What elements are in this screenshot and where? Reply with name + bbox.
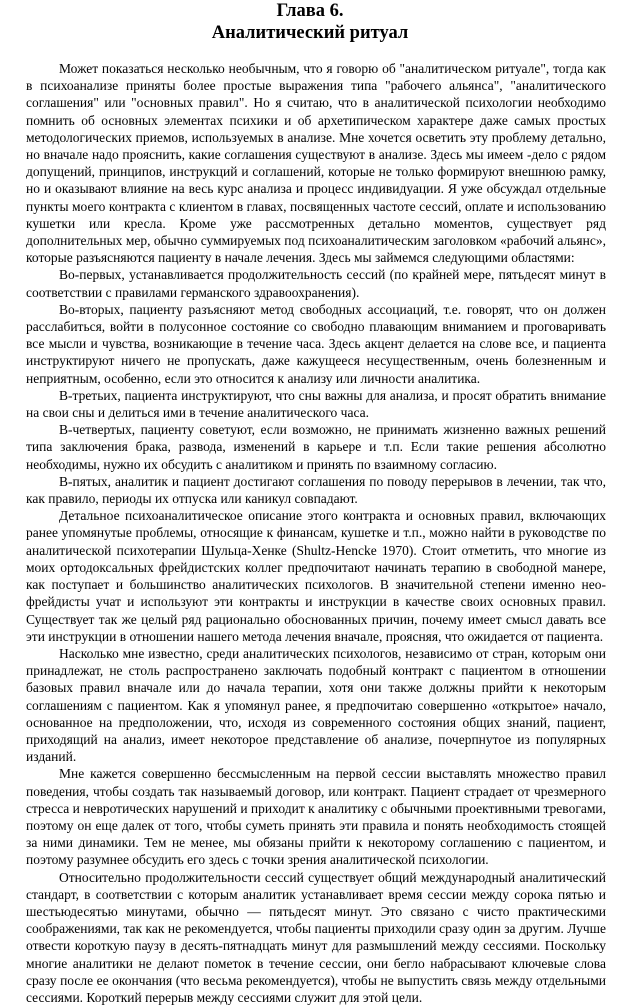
- paragraph: В-пятых, аналитик и пациент достигают соглашения по поводу перерывов в лечении, так что, как правило, периоды их отпуска или каникул совпадают.: [26, 473, 606, 507]
- paragraph: В-третьих, пациента инструктируют, что сны важны для анализа, и просят обратить внимание на свои сны и делиться ими в течение аналитического часа.: [26, 387, 606, 421]
- paragraph: Насколько мне известно, среди аналитических психологов, независимо от стран, которым они принадлежат, не столь распространено заключать подобный контракт с пациентом в отношении базовых правил вначале или до начала терапии, хотя они также должны прийти к некоторым соглашениям с пациентом. Как я упомянул ранее, я предпочитаю совершенно «открытое» начало, основанное на предположении, что, исходя из современного состояния общих знаний, пациент, приходящий на анализ, имеет некоторое представление об анализе, почерпнутое из популярных изданий.: [26, 645, 606, 765]
- chapter-body: [26, 60, 606, 1006]
- paragraph: Во-вторых, пациенту разъясняют метод свободных ассоциаций, т.е. говорят, что он должен расслабиться, войти в полусонное состояние со свободно плавающим вниманием и проговаривать все мысли и чувства, возникающие в течение часа. Здесь акцент делается на слове все, и пациента инструктируют ничего не пропускать, даже кажущееся несущественным, очень болезненным и неприятным, особенно, если это относится к анализу или личности аналитика.: [26, 301, 606, 386]
- paragraph: Мне кажется совершенно бессмысленным на первой сессии выставлять множество правил поведения, чтобы создать так называемый договор, или контракт. Пациент страдает от чрезмерного стресса и невротических нарушений и приходит к аналитику с обычными проективными тревогами, поэтому он еще далек от того, чтобы суметь принять эти правила и понять необходимость стоящей за ними динамики. Тем не менее, мы обязаны прийти к некоторому соглашению с пациентом, и поэтому разумнее обсудить его здесь с точки зрения аналитической психологии.: [26, 766, 606, 868]
- paragraph: Детальное психоаналитическое описание этого контракта и основных правил, включающих ранее упомянутые проблемы, относящие к финансам, кушетке и т.п., можно найти в руководстве по аналитической психотерапии Шульца-Хенке (Shultz-Hencke 1970). Стоит отметить, что многие из моих ортодоксальных фрейдистских коллег предпочитают начинать терапию в свободной манере, как поступает и большинство аналитических психологов. В значительной степени именно нео-фрейдисты учат и используют эти контракты и инструкции в качестве своих основных правил. Существует так же целый ряд рационально обоснованных причин, почему имеет смысл давать все эти инструкции в отношении нашего метода лечения вначале, проясняя, что ожидается от пациента.: [26, 508, 606, 644]
- chapter-heading: [0, 0, 620, 44]
- chapter-number: Глава 6.: [276, 1, 344, 21]
- paragraph: Относительно продолжительности сессий существует общий международный аналитический стандарт, в соответствии с которым аналитик устанавливает время сессии между сорока пятью и шестьюдесятью минутами, обычно — пятьдесят минут. Это связано с чисто практическими соображениями, так как не рекомендуется, чтобы пациенты приходили сразу один за другим. Лучше отвести короткую паузу в десять-пятнадцать минут для размышлений между сессиями. Поскольку многие аналитики не делают пометок в течение сессии, они бегло набрасывают ключевые слова сразу после ее окончания (что весьма рекомендуется), чтобы не выпустить связь между отдельными сессиями. Короткий перерыв между сессиями служит для этой цели.: [26, 869, 606, 1005]
- paragraph: Может показаться несколько необычным, что я говорю об "аналитическом ритуале", тогда как в психоанализе приняты более простые выражения типа "рабочего альянса", "аналитического соглашения" или "основных правил". Но я считаю, что в аналитической психологии необходимо помнить об основных элементах психики и об архетипическом характере даже самых простых методологических приемов, используемых в анализе. Мне хочется осветить эту проблему детально, но вначале надо прояснить, какие соглашения существуют в анализе. Здесь мы имеем -дело с рядом допущений, принципов, инструкций и соглашений, которые не только формируют внешнюю рамку, но и оказывают влияние на весь курс анализа и процесс индивидуации. Я уже обсуждал отдельные пункты моего контракта с клиентом в главах, посвященных частоте сессий, оплате и использованию кушетки или кресла. Кроме уже рассмотренных детально моментов, существует ряд дополнительных мер, обычно суммируемых под психоаналитическим заголовком «рабочий альянс», которые разъясняются пациенту в начале лечения. Здесь мы займемся следующими областями:: [26, 61, 606, 266]
- chapter-title: Аналитический ритуал: [211, 23, 409, 43]
- paragraph: Во-первых, устанавливается продолжительность сессий (по крайней мере, пятьдесят минут в соответствии с правилами германского здравоохранения).: [26, 267, 606, 300]
- paragraph: В-четвертых, пациенту советуют, если возможно, не принимать жизненно важных решений типа заключения брака, развода, изменений в карьере и т.п. Если такие решения абсолютно необходимы, нужно их обсудить с аналитиком и принять по взаимному согласию.: [26, 422, 606, 472]
